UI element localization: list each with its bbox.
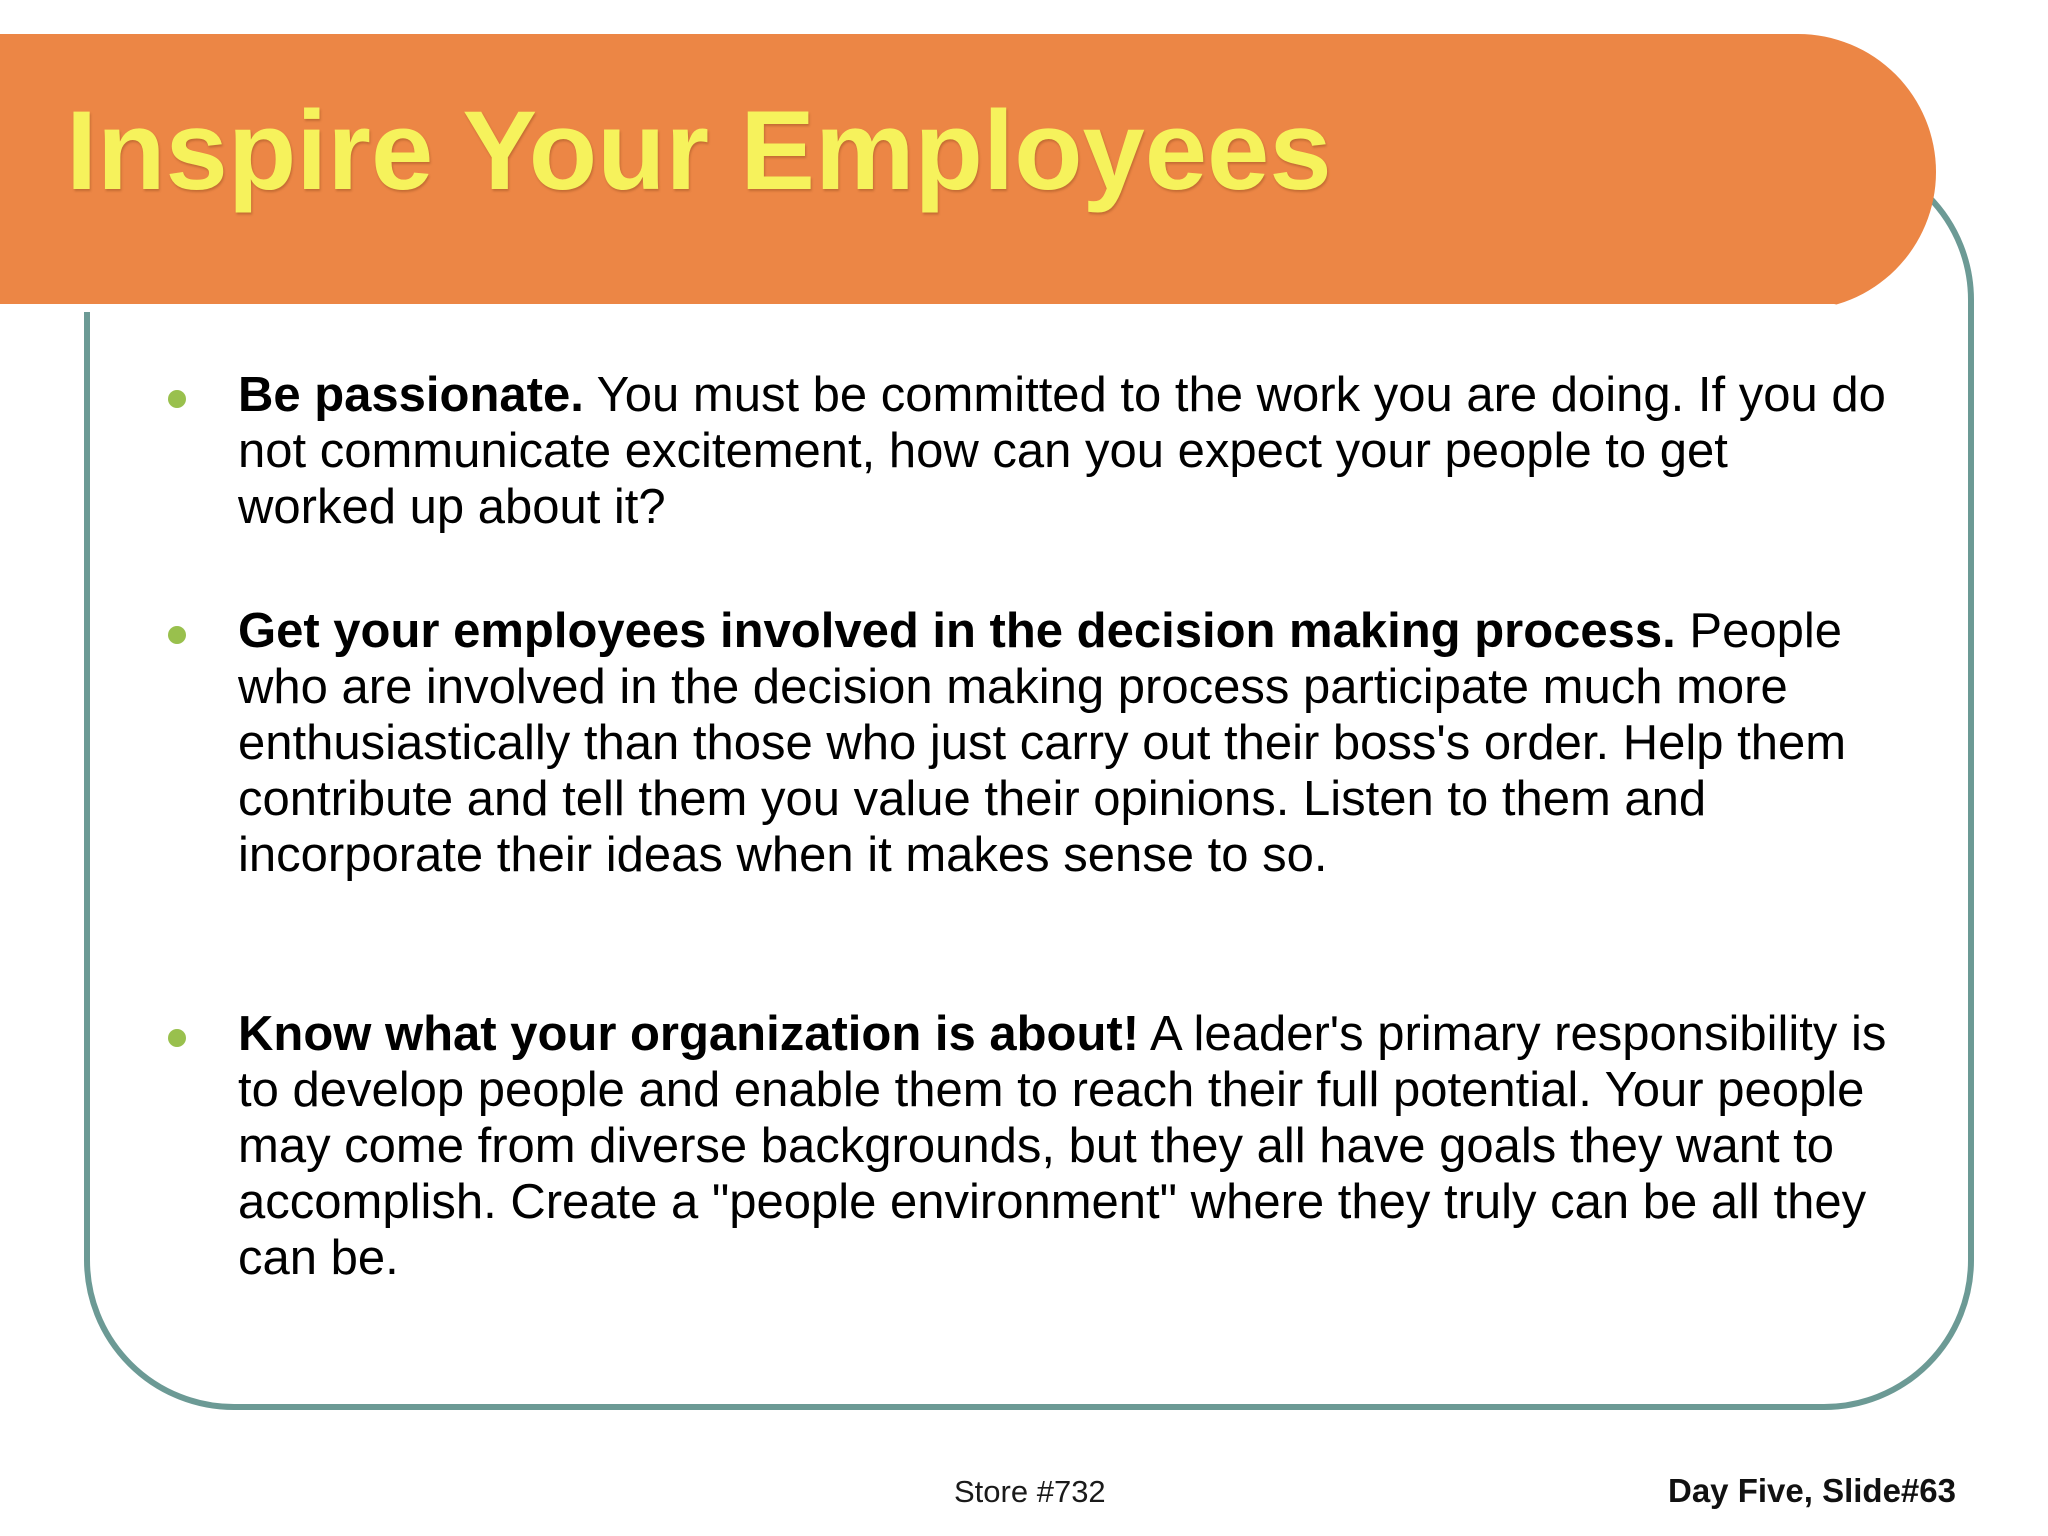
bullet-text [238, 603, 1888, 883]
bullet-icon [168, 626, 186, 644]
bullet-lead: Know what your organization is about! [238, 1007, 1140, 1061]
bullet-icon [168, 1029, 186, 1047]
bullet-text [238, 1006, 1888, 1286]
bullet-body: A leader's primary responsibility is to develop people and enable them to reach their full potential. Your people may come from diverse backgrounds, but they all have goals they want to accomplish. Create a "people environment" where they truly can be all they can be. [238, 1007, 1887, 1285]
bullet-lead: Be passionate. [238, 368, 584, 422]
footer-store: Store #732 [954, 1474, 1106, 1509]
bullet-body: People who are involved in the decision making process participate much more enthusiastically than those who just carry out their boss's order. Help them contribute and tell them you value their opinions. Listen to them and incorporate their ideas when it makes sense to so. [238, 604, 1847, 882]
footer-slide-label: Day Five, Slide#63 [1668, 1472, 1956, 1509]
bullet-icon [168, 390, 186, 408]
bullet-lead: Get your employees involved in the decision making process. [238, 604, 1676, 658]
bullet-text [238, 367, 1888, 535]
slide-title: Inspire Your Employees [66, 88, 1332, 213]
bullet-body: You must be committed to the work you are doing. If you do not communicate excitement, how can you expect your people to get worked up about it? [238, 368, 1886, 534]
